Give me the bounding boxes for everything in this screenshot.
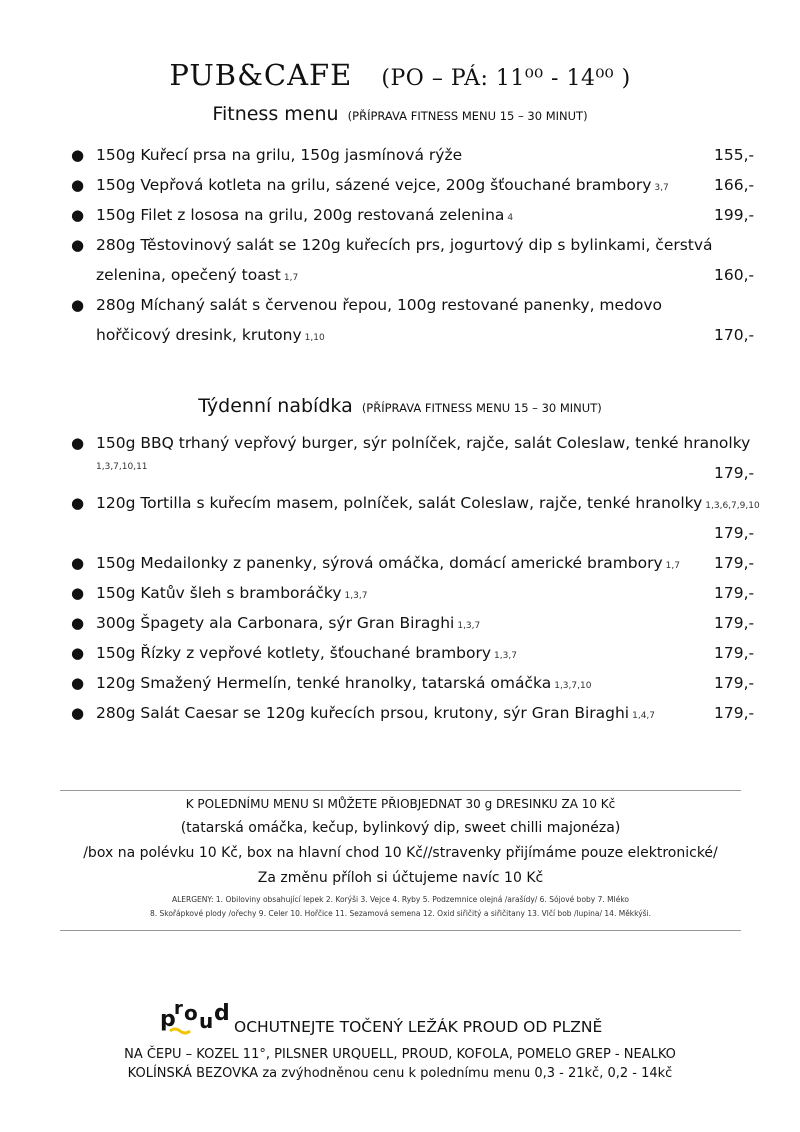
menu-item bbox=[62, 608, 762, 638]
item-text: 280g Salát Caesar se 120g kuřecích prsou, krutony, sýr Gran Biraghi 1,4,7 bbox=[96, 704, 656, 722]
divider-top bbox=[60, 790, 741, 791]
beer-taps: NA ČEPU – KOZEL 11°, PILSNER URQUELL, PROUD, KOFOLA, POMELO GREP - NEALKO bbox=[124, 1047, 676, 1062]
bullet-icon: ● bbox=[71, 176, 85, 194]
item-text: 280g Těstovinový salát se 120g kuřecích prs, jogurtový dip s bylinkami, čerstvá bbox=[96, 236, 713, 254]
item-text-continued: zelenina, opečený toast 1,7 bbox=[96, 266, 299, 284]
menu-item bbox=[62, 578, 762, 608]
item-price: 155,- bbox=[714, 146, 755, 164]
menu-item bbox=[62, 140, 762, 170]
item-text: 150g Katův šleh s bramboráčky 1,3,7 bbox=[96, 584, 368, 602]
header bbox=[0, 58, 800, 92]
item-text: 150g Filet z lososa na grilu, 200g restovaná zelenina 4 bbox=[96, 206, 514, 224]
dressing-note: K POLEDNÍMU MENU SI MŮŽETE PŘIOBJEDNAT 30 g DRESINKU ZA 10 Kč bbox=[185, 797, 616, 811]
menu-item bbox=[62, 200, 762, 230]
menu-item bbox=[62, 170, 762, 200]
item-price: 179,- bbox=[714, 584, 755, 602]
item-text: 120g Tortilla s kuřecím masem, polníček, salát Coleslaw, rajče, tenké hranolky 1,3,6,7,9,10 bbox=[96, 494, 760, 512]
fitness-section-title bbox=[0, 103, 800, 125]
item-price: 179,- bbox=[714, 614, 755, 632]
allergen-codes: 4 bbox=[507, 213, 514, 223]
item-price: 179,- bbox=[714, 644, 755, 662]
item-price: 179,- bbox=[714, 524, 755, 542]
menu-item bbox=[62, 638, 762, 668]
item-text: 150g Medailonky z panenky, sýrová omáčka, domácí americké brambory 1,7 bbox=[96, 554, 680, 572]
allergen-codes: 1,4,7 bbox=[632, 711, 656, 721]
bullet-icon: ● bbox=[71, 614, 85, 632]
item-text: 120g Smažený Hermelín, tenké hranolky, tatarská omáčka 1,3,7,10 bbox=[96, 674, 592, 692]
allergen-codes: 1,3,7 bbox=[457, 621, 481, 631]
opening-hours: (PO – PÁ: 11⁰⁰ - 14⁰⁰ ) bbox=[381, 66, 631, 91]
menu-item bbox=[62, 698, 762, 728]
item-price: 160,- bbox=[714, 266, 755, 284]
bullet-icon: ● bbox=[71, 146, 85, 164]
allergen-codes: 1,3,7 bbox=[494, 651, 517, 661]
beer-title: OCHUTNEJTE TOČENÝ LEŽÁK PROUD OD PLZNĚ bbox=[234, 1018, 603, 1036]
bullet-icon: ● bbox=[71, 206, 85, 224]
item-text: 280g Míchaný salát s červenou řepou, 100g restované panenky, medovo bbox=[96, 296, 663, 314]
allergen-codes: 1,3,7,10 bbox=[554, 681, 592, 691]
side-change-note: Za změnu příloh si účtujeme navíc 10 Kč bbox=[257, 870, 544, 886]
allergen-codes: 1,7 bbox=[665, 561, 680, 571]
beer-offer: KOLÍNSKÁ BEZOVKA za zvýhodněnou cenu k polednímu menu 0,3 - 21kč, 0,2 - 14kč bbox=[127, 1066, 673, 1081]
fitness-note: (PŘÍPRAVA FITNESS MENU 15 – 30 MINUT) bbox=[347, 109, 588, 123]
menu-item bbox=[62, 548, 762, 578]
logo-letter-r: r bbox=[174, 998, 183, 1019]
allergen-codes: 3,7 bbox=[654, 183, 669, 193]
dressing-options: (tatarská omáčka, kečup, bylinkový dip, sweet chilli majonéza) bbox=[180, 820, 621, 836]
menu-item bbox=[62, 488, 762, 548]
notes-block bbox=[60, 796, 741, 921]
logo-letter-o: o bbox=[184, 1001, 198, 1025]
menu-item bbox=[62, 290, 762, 350]
box-note: /box na polévku 10 Kč, box na hlavní chod 10 Kč//stravenky přijímáme pouze elektronické/ bbox=[83, 845, 718, 861]
allergens-line-1: ALERGENY: 1. Obiloviny obsahující lepek 2. Korýši 3. Vejce 4. Ryby 5. Podzemnice olejná /arašídy/ 6. Sójové boby 7. Mléko bbox=[171, 895, 629, 904]
bullet-icon: ● bbox=[71, 644, 85, 662]
menu-item bbox=[62, 230, 762, 290]
logo-letter-u: u bbox=[199, 1009, 214, 1033]
menu-item bbox=[62, 668, 762, 698]
weekly-list bbox=[62, 428, 762, 728]
bullet-icon: ● bbox=[71, 236, 85, 254]
allergens-line-2: 8. Skořápkové plody /ořechy 9. Celer 10. Hořčice 11. Sezamová semena 12. Oxid siřičitý a siřičitany 13. Vlčí bob /lupina/ 14. Měkkýši. bbox=[149, 909, 652, 918]
restaurant-title: PUB&CAFE bbox=[169, 58, 353, 92]
item-text: 150g BBQ trhaný vepřový burger, sýr polníček, rajče, salát Coleslaw, tenké hranolky bbox=[96, 434, 751, 452]
menu-item bbox=[62, 428, 762, 488]
logo-letter-p: p bbox=[160, 1007, 176, 1032]
fitness-list bbox=[62, 140, 762, 350]
weekly-section-title bbox=[0, 395, 800, 417]
weekly-note: (PŘÍPRAVA FITNESS MENU 15 – 30 MINUT) bbox=[361, 401, 602, 415]
allergen-codes: 1,3,7,10,11 bbox=[96, 462, 148, 472]
item-price: 179,- bbox=[714, 674, 755, 692]
item-text: 300g Špagety ala Carbonara, sýr Gran Biraghi 1,3,7 bbox=[96, 614, 481, 632]
item-price: 179,- bbox=[714, 704, 755, 722]
item-price: 199,- bbox=[714, 206, 755, 224]
bullet-icon: ● bbox=[71, 584, 85, 602]
bullet-icon: ● bbox=[71, 494, 85, 512]
logo-letter-d: d bbox=[214, 1001, 230, 1026]
allergen-codes: 1,3,7 bbox=[344, 591, 368, 601]
allergen-codes: 1,3,6,7,9,10 bbox=[705, 501, 760, 511]
allergen-codes: 1,10 bbox=[304, 333, 325, 343]
divider-bottom bbox=[60, 930, 741, 931]
item-text: 150g Vepřová kotleta na grilu, sázené vejce, 200g šťouchané brambory 3,7 bbox=[96, 176, 669, 194]
item-text-continued: hořčicový dresink, krutony 1,10 bbox=[96, 326, 325, 344]
allergen-codes: 1,7 bbox=[283, 273, 299, 283]
bullet-icon: ● bbox=[71, 554, 85, 572]
item-price: 179,- bbox=[714, 464, 755, 482]
weekly-title: Týdenní nabídka bbox=[198, 395, 353, 417]
bullet-icon: ● bbox=[71, 296, 85, 314]
item-text: 150g Kuřecí prsa na grilu, 150g jasmínová rýže bbox=[96, 146, 463, 164]
bullet-icon: ● bbox=[71, 434, 85, 452]
proud-logo bbox=[160, 998, 234, 1038]
bullet-icon: ● bbox=[71, 674, 85, 692]
bullet-icon: ● bbox=[71, 704, 85, 722]
item-price: 166,- bbox=[714, 176, 755, 194]
item-price: 179,- bbox=[714, 554, 755, 572]
item-price: 170,- bbox=[714, 326, 755, 344]
fitness-title: Fitness menu bbox=[212, 103, 339, 125]
item-text: 150g Řízky z vepřové kotlety, šťouchané brambory 1,3,7 bbox=[96, 644, 517, 662]
